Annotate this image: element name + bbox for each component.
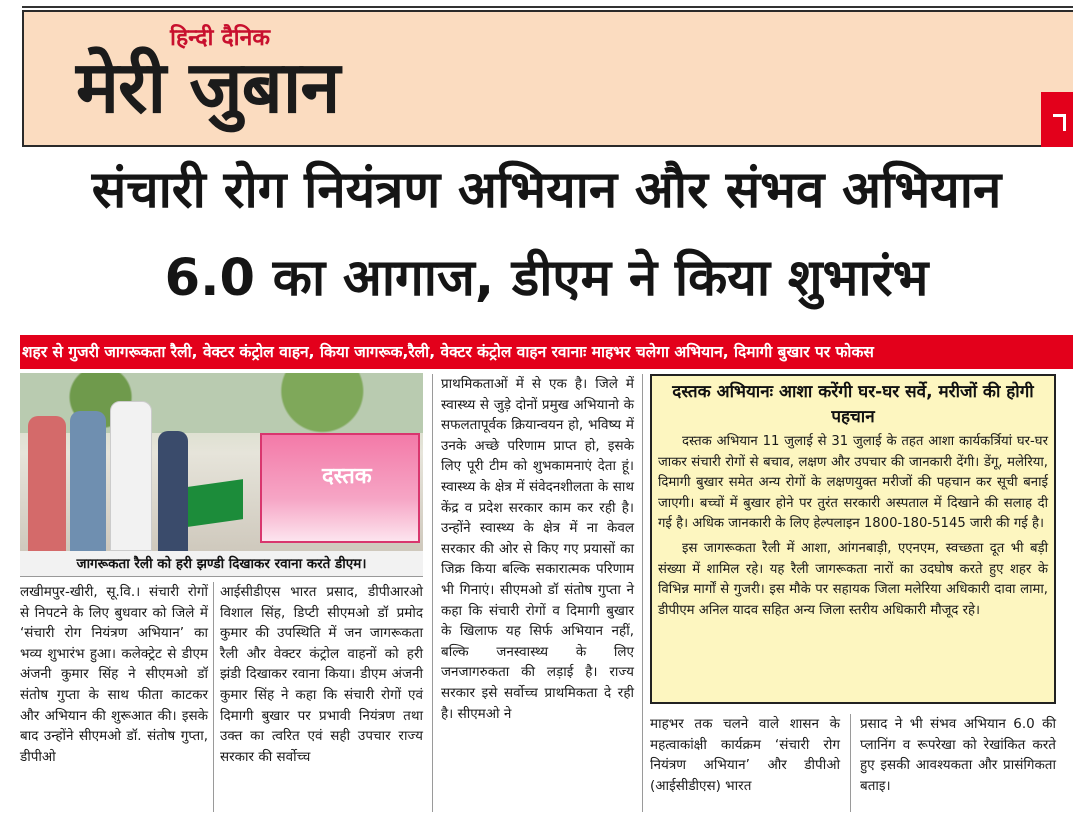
- column-divider: [850, 714, 851, 812]
- photo-person: [158, 431, 188, 551]
- top-rule: [22, 6, 1073, 8]
- article-column-5: प्रसाद ने भी संभव अभियान 6.0 की प्लानिंग व रूपरेखा को रेखांकित करते हुए इसकी आवश्यकता और प्रासंगिकता बताइ।: [860, 716, 1056, 794]
- masthead-tagline: हिन्दी दैनिक: [170, 25, 271, 51]
- sidebar-paragraph-2: इस जागरूकता रैली में आशा, आंगनबाड़ी, एएनएम, स्वच्छता दूत भी बड़ी संख्या में शामिल रहे। यह रैली जागरूकता नारों का उदघोष करते हुए शहर के विभिन्न मार्गों से गुजरी। इस मौके पर सहायक जिला मलेरिया अधिकारी दावा लामा, डीपीएम अनिल यादव सहित अन्य जिला स्तरीय अधिकारी मौजूद रहे।: [658, 540, 1048, 618]
- article-column-4: माहभर तक चलने वाले शासन के महत्वाकांक्षी कार्यक्रम ‘संचारी रोग नियंत्रण अभियान’ और डीपीओ (आईसीडीएस) भारत: [650, 716, 840, 794]
- article-column-3: प्राथमिकताओं में से एक है। जिले में स्वास्थ्य से जुड़े दोनों प्रमुख अभियानो के सफलतापूर्वक क्रियान्वयन हो, भविष्य में उनके अच्छे परिणाम प्राप्त हो, इसके लिए पूरी टीम को शुभकामनाएं देता हूं। स्वास्थ्य के क्षेत्र में संवेदनशीलता के साथ केंद्र व प्रदेश सरकार काम कर रही है। उन्होंने स्वास्थ्य के क्षेत्र में ना केवल सरकार की ओर से किए गए प्रयासों का जिक्र किया बल्कि सकारात्मक परिणाम भी गिनाएं। सीएमओ डॉ संतोष गुप्ता ने कहा कि संचारी रोगों व दिमागी बुखार के खिलाफ यह सिर्फ अभियान नहीं, बल्कि जनस्वास्थ्य के लिए जनजागरुकता की लड़ाई है। राज्य सरकार इसे सर्वोच्च प्राथमिकता दे रही है। सीएमओ ने: [441, 376, 634, 722]
- headline-line-1: संचारी रोग नियंत्रण अभियान और संभव अभियान: [91, 161, 1002, 220]
- sidebar-box: [650, 374, 1056, 704]
- column-divider: [432, 374, 433, 812]
- photo-banner: [260, 433, 420, 543]
- sidebar-title: दस्तक अभियानः आशा करेंगी घर-घर सर्वे, मरीजों की होगी पहचान: [672, 382, 1034, 427]
- subheadline-strip: शहर से गुजरी जागरूकता रैली, वेक्टर कंट्रोल वाहन, किया जागरूक,रैली, वेक्टर कंट्रोल वाहन रवानाः माहभर चलेगा अभियान, दिमागी बुखार पर फोकस: [20, 335, 1073, 369]
- next-page-icon[interactable]: [1041, 92, 1073, 147]
- photo-person: [28, 416, 66, 551]
- article-column-1: लखीमपुर-खीरी, सू.वि.। संचारी रोगों से निपटने के लिए बुधवार को जिले में ‘संचारी रोग नियंत्रण अभियान’ का भव्य शुभारंभ हुआ। कलेक्ट्रेट से डीएम अंजनी कुमार सिंह ने सीएमओ डॉ संतोष गुप्ता के साथ फीता काटकर और अभियान की शुरूआत की। इसके बाद उन्होंने सीएमओ डॉ. संतोष गुप्ता, डीपीओ: [20, 584, 208, 765]
- rally-photo: [20, 373, 423, 551]
- column-divider: [642, 374, 643, 812]
- article-column-2: आईसीडीएस भारत प्रसाद, डीपीआरओ विशाल सिंह, डिप्टी सीएमओ डॉ प्रमोद कुमार की उपस्थिति में जन जागरूकता रैली और वेक्टर कंट्रोल वाहनों को हरी झंडी दिखाकर रवाना किया। डीएम अंजनी कुमार सिंह ने कहा कि संचारी रोगों एवं दिमागी बुखार पर प्रभावी नियंत्रण तथा उक्त का त्वरित एवं सही उपचार राज्य सरकार की सर्वोच्च: [220, 584, 423, 765]
- photo-person: [70, 411, 106, 551]
- photo-person: [110, 401, 152, 551]
- headline-line-2: 6.0 का आगाज, डीएम ने किया शुभारंभ: [164, 249, 929, 308]
- photo-caption: जागरूकता रैली को हरी झण्डी दिखाकर रवाना करते डीएम।: [20, 551, 423, 577]
- newspaper-name: मेरी जुबान: [76, 45, 340, 129]
- photo-banner-text: दस्तक: [322, 464, 372, 489]
- green-flag: [188, 479, 243, 527]
- column-divider: [213, 582, 214, 812]
- sidebar-paragraph-1: दस्तक अभियान 11 जुलाई से 31 जुलाई के तहत आशा कार्यकर्त्रियां घर-घर जाकर संचारी रोगों से बचाव, लक्षण और उपचार की जानकारी देंगी। डेंगू, मलेरिया, दिमागी बुखार समेत अन्य रोगों के लक्षणयुक्त मरीजों की पहचान कर सूची बनाई जाएगी। बच्चों में बुखार होने पर तुरंत सरकारी अस्पताल में दिखाने की सलाह दी गई है। अधिक जानकारी के लिए हेल्पलाइन 1800-180-5145 जारी की गई है।: [658, 434, 1048, 532]
- masthead: [22, 10, 1073, 147]
